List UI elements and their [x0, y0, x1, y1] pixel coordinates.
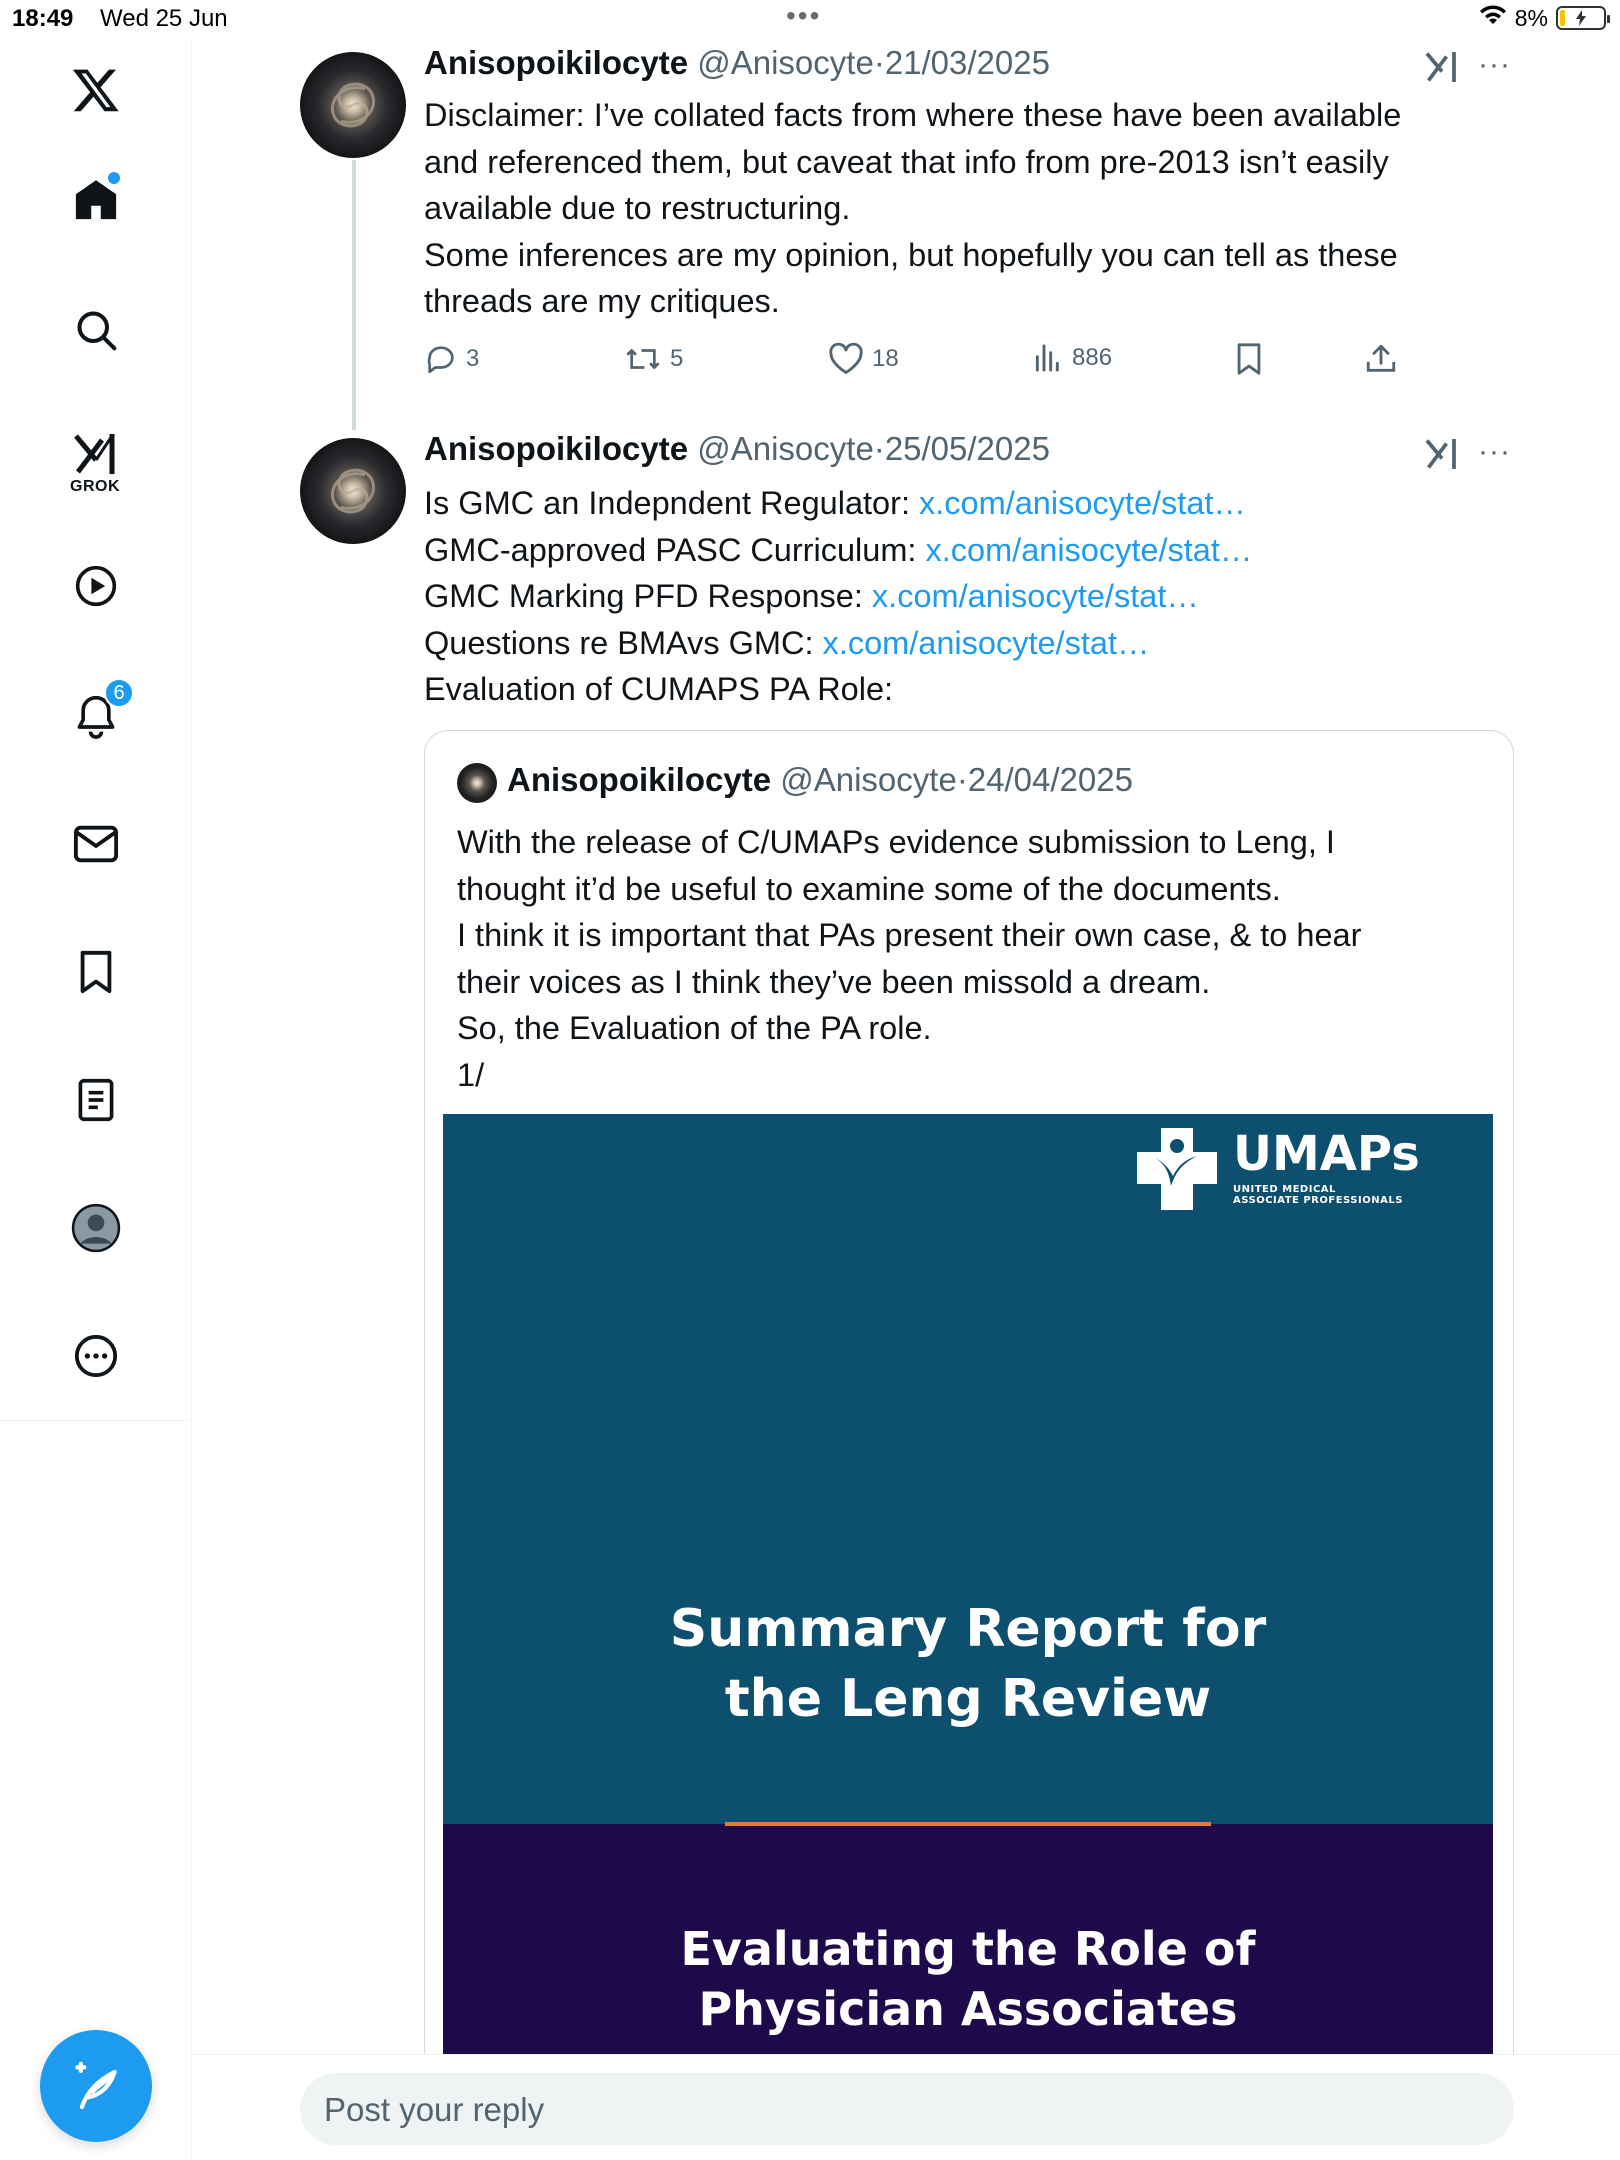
notifications-badge: 6	[104, 678, 134, 708]
search-icon[interactable]	[64, 298, 128, 362]
tweet-date[interactable]: 25/05/2025	[884, 430, 1050, 467]
line-text: Evaluation of CUMAPS PA Role:	[424, 671, 894, 707]
tweet-line	[424, 527, 1252, 574]
report-subtitle-line: Physician Associates	[698, 1982, 1238, 2036]
orange-divider	[725, 1822, 1211, 1826]
compose-icon	[68, 2058, 124, 2114]
tweet-line: Disclaimer: I’ve collated facts from where these have been available	[424, 97, 1402, 133]
logo-subtitle: ASSOCIATE PROFESSIONALS	[1233, 1195, 1403, 1206]
status-time: 18:49	[12, 5, 74, 32]
tweet-line	[424, 620, 1252, 667]
quote-author-name: Anisopoikilocyte	[507, 761, 772, 798]
lists-icon[interactable]	[64, 1068, 128, 1132]
quote-line: I think it is important that PAs present their own case, & to hear	[457, 917, 1362, 953]
quote-author-handle: @Anisocyte	[780, 761, 957, 798]
reply-button[interactable]	[424, 342, 479, 376]
author-handle[interactable]: @Anisocyte	[697, 430, 874, 467]
status-bar	[0, 0, 1620, 40]
tweet-line	[424, 480, 1252, 527]
umaps-cross-icon	[1133, 1124, 1221, 1214]
author-name[interactable]: Anisopoikilocyte	[424, 44, 689, 81]
tweet-line	[424, 666, 1252, 713]
x-logo-icon[interactable]	[64, 58, 128, 122]
report-subtitle	[443, 1919, 1493, 2039]
line-text: Questions re BMAvs GMC:	[424, 624, 823, 661]
reply-bar	[192, 2054, 1620, 2160]
home-unread-dot	[108, 172, 120, 184]
more-icon[interactable]	[64, 1324, 128, 1388]
quoted-tweet[interactable]	[424, 730, 1514, 2130]
video-icon[interactable]	[64, 554, 128, 618]
tweet-date[interactable]: 21/03/2025	[884, 44, 1050, 81]
logo-subtitle: UNITED MEDICAL	[1233, 1184, 1336, 1195]
quote-line: 1/	[457, 1056, 485, 1093]
thread-line	[352, 160, 356, 430]
reply-placeholder: Post your reply	[324, 2091, 545, 2128]
tweet-text	[424, 480, 1252, 713]
quote-header	[507, 761, 1133, 799]
quote-image[interactable]	[443, 1114, 1493, 2130]
author-name[interactable]: Anisopoikilocyte	[424, 430, 689, 467]
bookmark-icon	[1234, 342, 1264, 376]
line-text: GMC-approved PASC Curriculum:	[424, 531, 926, 568]
grok-label: GROK	[70, 478, 120, 495]
battery-percent: 8%	[1514, 4, 1548, 31]
author-handle[interactable]: @Anisocyte	[697, 44, 874, 81]
sidebar-divider	[0, 1420, 192, 1421]
views-icon	[1032, 342, 1064, 374]
share-button[interactable]	[1364, 342, 1398, 376]
status-right	[1479, 4, 1606, 32]
repost-count: 5	[670, 345, 684, 372]
logo-word: UMAPs	[1233, 1126, 1420, 1182]
like-count: 18	[872, 345, 899, 372]
wifi-icon	[1479, 4, 1507, 32]
views-button[interactable]	[1032, 342, 1112, 374]
tweet-line: and referenced them, but caveat that info from pre-2013 isn’t easily	[424, 143, 1389, 180]
report-title-line: Summary Report for	[669, 1599, 1267, 1659]
logo-text	[1233, 1124, 1420, 1206]
messages-icon[interactable]	[64, 812, 128, 876]
tweet-header	[424, 44, 1050, 82]
header-separator: ·	[956, 761, 968, 798]
tweet-link[interactable]: x.com/anisocyte/stat…	[919, 485, 1246, 521]
tweet-link[interactable]: x.com/anisocyte/stat…	[871, 578, 1199, 614]
quote-text	[457, 819, 1361, 1098]
report-title	[443, 1594, 1493, 1734]
reply-icon	[424, 342, 458, 376]
header-separator: ·	[873, 44, 885, 81]
repost-button[interactable]	[624, 342, 683, 376]
quote-line: So, the Evaluation of the PA role.	[457, 1010, 932, 1046]
heart-icon	[828, 342, 864, 376]
tweet-link[interactable]: x.com/anisocyte/stat…	[822, 624, 1150, 661]
bookmark-button[interactable]	[1234, 342, 1264, 376]
grok-icon[interactable]	[64, 422, 128, 486]
header-separator: ·	[873, 430, 885, 467]
quote-line: their voices as I think they’ve been missold a dream.	[457, 963, 1211, 1000]
report-title-line: the Leng Review	[724, 1669, 1212, 1729]
quote-line: With the release of C/UMAPs evidence submission to Leng, I	[457, 824, 1335, 860]
tweet-line: available due to restructuring.	[424, 190, 851, 226]
tweet-actions	[424, 336, 1404, 384]
like-button[interactable]	[828, 342, 899, 376]
umaps-logo	[1133, 1124, 1420, 1214]
reply-input[interactable]	[300, 2073, 1514, 2145]
tweet-link[interactable]: x.com/anisocyte/stat…	[925, 531, 1253, 568]
tweet-header	[424, 430, 1050, 468]
notifications-icon[interactable]	[64, 681, 128, 748]
tweet-line	[424, 573, 1252, 620]
status-date: Wed 25 Jun	[100, 5, 228, 32]
reply-count: 3	[466, 345, 480, 372]
quote-line: thought it’d be useful to examine some of the documents.	[457, 870, 1281, 907]
image-top-panel	[443, 1114, 1493, 1824]
avatar[interactable]	[300, 52, 406, 158]
compose-button[interactable]	[40, 2030, 152, 2142]
bookmarks-icon[interactable]	[64, 940, 128, 1004]
report-subtitle-line: Evaluating the Role of	[680, 1922, 1256, 1976]
avatar[interactable]	[300, 438, 406, 544]
share-icon	[1364, 342, 1398, 376]
line-text: Is GMC an Indepndent Regulator:	[424, 485, 920, 521]
grok-explain-icon[interactable]	[1424, 437, 1460, 476]
quote-avatar	[457, 763, 497, 803]
tweet-line: threads are my critiques.	[424, 283, 780, 319]
quote-date: 24/04/2025	[967, 761, 1133, 798]
grok-explain-icon[interactable]	[1424, 50, 1460, 89]
line-text: GMC Marking PFD Response:	[424, 578, 872, 614]
repost-icon	[624, 342, 662, 376]
tweet-text	[424, 92, 1401, 325]
more-options-icon[interactable]: ···	[1478, 435, 1511, 468]
more-options-icon[interactable]: ···	[1478, 48, 1511, 81]
battery-icon	[1556, 6, 1606, 30]
home-icon[interactable]	[64, 168, 128, 232]
multitasking-dots[interactable]: •••	[786, 0, 822, 31]
sidebar-nav	[0, 40, 192, 2160]
tweet-line: Some inferences are my opinion, but hopefully you can tell as these	[424, 236, 1398, 273]
profile-icon[interactable]	[64, 1196, 128, 1260]
views-count: 886	[1072, 344, 1113, 371]
